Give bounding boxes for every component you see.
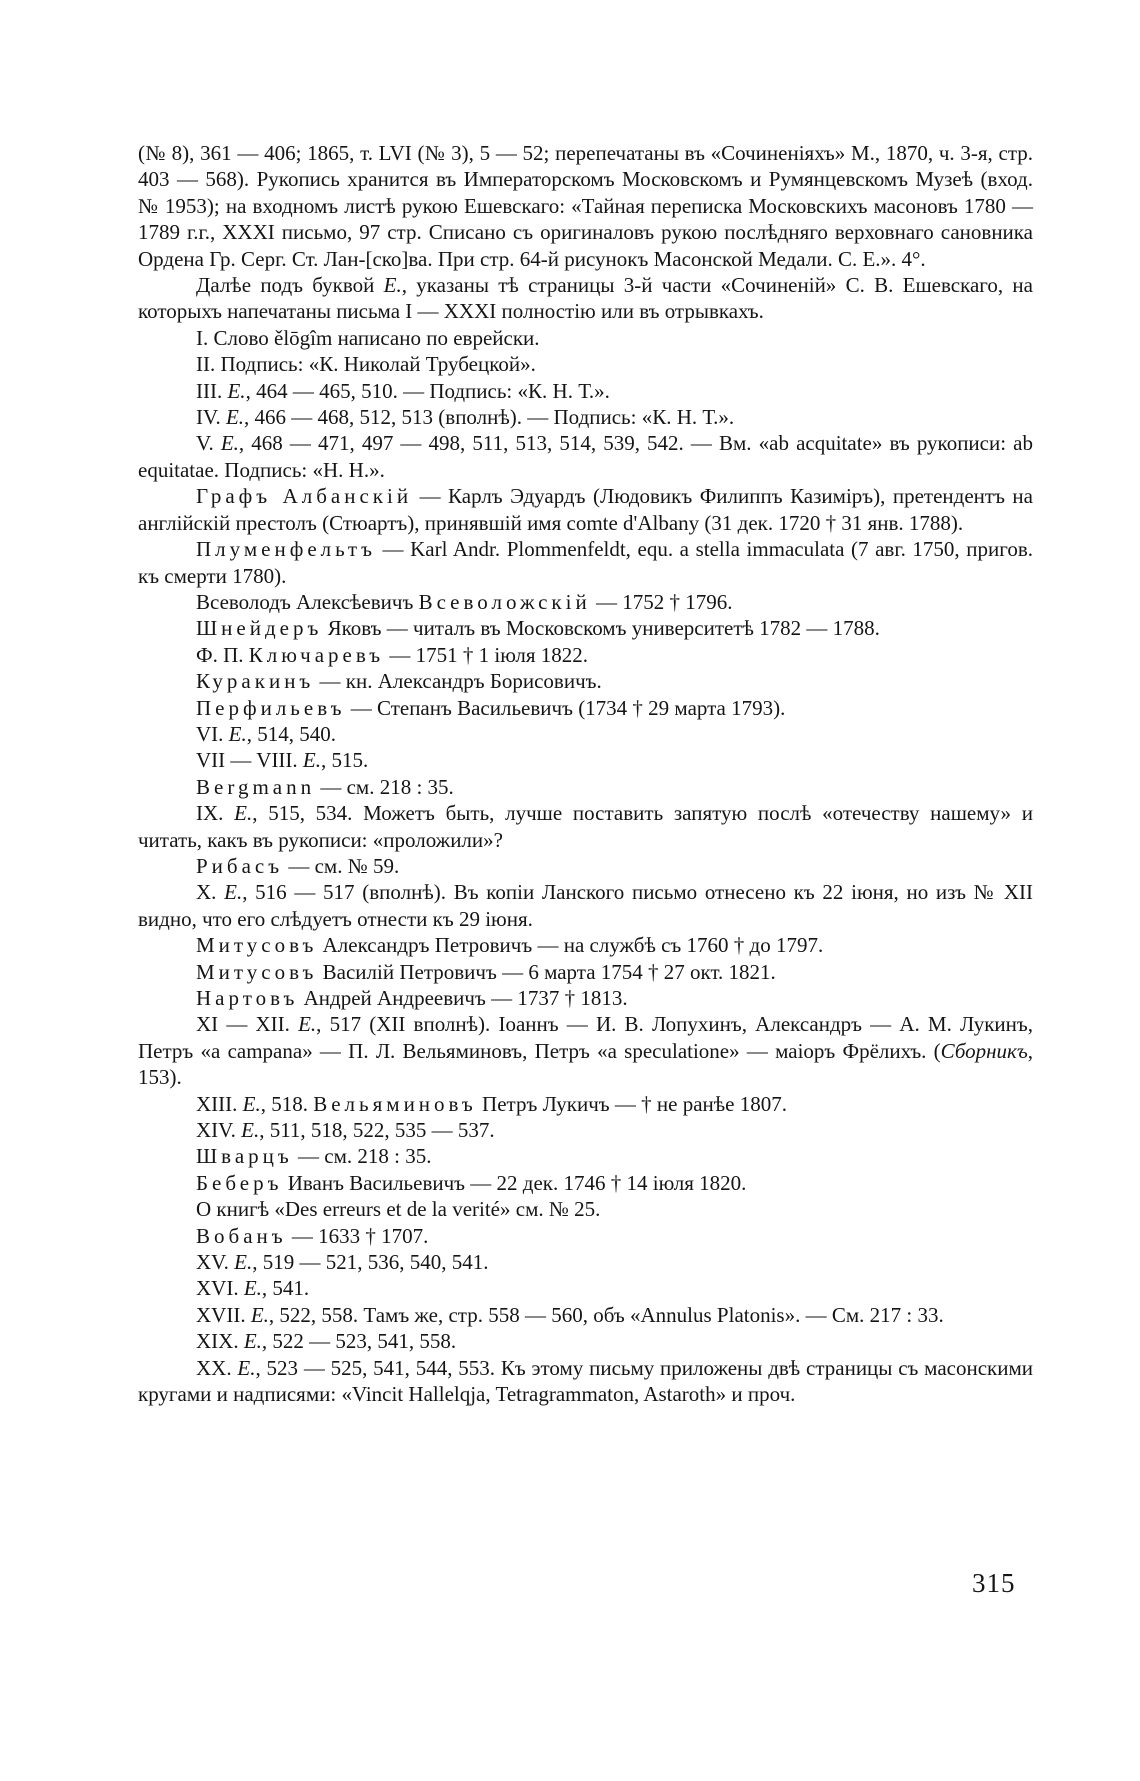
spaced-name: Митусовъ bbox=[196, 933, 318, 958]
paragraph bbox=[138, 1143, 1033, 1169]
text-run: XVI. bbox=[196, 1276, 244, 1301]
text-run: (№ 8), 361 — 406; 1865, т. LVI (№ 3), 5 — 52; перепечатаны въ «Сочиненіяхъ» М., 1870, ч. 3-я, стр. 403 — 568). Рукопись хранится въ Императорскомъ Московскомъ и Румянцевскомъ Музеѣ (вход. № 1953); на входномъ листѣ рукою Ешевскаго: «Тайная переписка Московскихъ масоновъ 1780 — 1789 г.г., XXXI письмо, 97 стр. Списано съ оригиналовъ рукою послѣдняго верховнаго сановника Ордена Гр. Серг. Ст. Лан-[ско]ва. При стр. 64-й рисунокъ Масонской Медали. С. Е.». 4°. bbox=[138, 141, 1033, 271]
paragraph bbox=[138, 800, 1033, 853]
text-run: — см. 218 : 35. bbox=[315, 774, 454, 799]
spaced-name: Нартовъ bbox=[196, 986, 299, 1010]
text-run: Иванъ Васильевичъ — 22 дек. 1746 † 14 іюля 1820. bbox=[282, 1170, 747, 1195]
paragraph bbox=[138, 430, 1033, 483]
spaced-name: Всеволожскій bbox=[418, 589, 591, 614]
spaced-name: Куракинъ bbox=[196, 669, 315, 694]
spaced-name: Шнейдеръ bbox=[196, 616, 323, 641]
text-run: XI — XII. bbox=[196, 1012, 299, 1037]
italic-text: Е. bbox=[234, 1250, 253, 1275]
text-run: , 523 — 525, 541, 544, 553. Къ этому письму приложены двѣ страницы съ масонскими кругами и надписями: «Vincit Hallelqja, Tetragrammaton, Astaroth» и проч. bbox=[138, 1355, 1033, 1407]
spaced-name: Митусовъ bbox=[196, 959, 318, 984]
paragraph bbox=[138, 140, 1033, 272]
text-run: IV. bbox=[196, 405, 226, 430]
italic-text: Е. bbox=[227, 378, 246, 403]
text-run: — см. № 59. bbox=[283, 853, 400, 878]
paragraph bbox=[138, 1223, 1033, 1249]
text-run: — кн. Александръ Борисовичъ. bbox=[314, 669, 602, 694]
page-number: 315 bbox=[972, 1568, 1016, 1598]
spaced-name: Ключаревъ bbox=[248, 642, 385, 667]
text-run: , 522, 558. Тамъ же, стр. 558 — 560, объ «Annulus Platonis». — См. 217 : 33. bbox=[268, 1302, 944, 1327]
text-run: — 1633 † 1707. bbox=[286, 1223, 429, 1248]
spaced-name: Плуменфельтъ bbox=[196, 537, 376, 562]
paragraph bbox=[138, 642, 1033, 668]
paragraph bbox=[138, 1328, 1033, 1354]
spaced-name: Графъ Албанскій bbox=[196, 484, 413, 509]
text-run: XIV. bbox=[196, 1118, 242, 1143]
text-run: , 519 — 521, 536, 540, 541. bbox=[252, 1250, 489, 1275]
text-run: , 517 (XII вполнѣ). Іоаннъ — И. В. Лопухинъ, Александръ — А. М. Лукинъ, Петръ «a campana» — П. Л. Вельяминовъ, Петръ «a speculatione» — маіоръ Фрёлихъ. ( bbox=[138, 1012, 1034, 1063]
text-run: XVII. bbox=[196, 1302, 251, 1327]
paragraph bbox=[138, 1117, 1033, 1143]
paragraph bbox=[138, 536, 1033, 589]
paragraph bbox=[138, 668, 1033, 694]
text-run: IX. bbox=[196, 801, 235, 826]
text-run: , 522 — 523, 541, 558. bbox=[261, 1329, 457, 1354]
text-run: II. Подпись: «К. Николай Трубецкой». bbox=[196, 352, 536, 377]
text-run: X. bbox=[196, 880, 225, 905]
text-run: , 511, 518, 522, 535 — 537. bbox=[259, 1118, 495, 1143]
italic-text: Е. bbox=[298, 1012, 317, 1037]
paragraph bbox=[138, 1011, 1033, 1090]
text-run: , 153). bbox=[138, 1038, 1033, 1090]
text-run: , 514, 540. bbox=[246, 721, 336, 746]
text-run: , 515. bbox=[321, 748, 369, 773]
paragraph bbox=[138, 774, 1033, 800]
italic-text: Е. bbox=[243, 1329, 262, 1354]
text-run: — Karl Andr. Plommenfeldt, equ. a stella immaculata (7 авг. 1750, пригов. къ смерти 1780). bbox=[138, 537, 1033, 588]
spaced-name: Рибасъ bbox=[196, 853, 284, 878]
text-run: , 468 — 471, 497 — 498, 511, 513, 514, 539, 542. — Вм. «ab acquitate» въ рукописи: ab equitatae. Подпись: «Н. Н.». bbox=[138, 431, 1033, 482]
italic-text: Е. bbox=[302, 748, 321, 773]
text-run: I. Слово ělōgîm написано по еврейски. bbox=[196, 325, 540, 350]
text-run: Василій Петровичъ — 6 марта 1754 † 27 окт. 1821. bbox=[317, 959, 776, 984]
italic-text: Е. bbox=[225, 405, 245, 430]
italic-text: Е. bbox=[224, 880, 243, 905]
spaced-name: Беберъ bbox=[196, 1170, 283, 1195]
paragraph bbox=[138, 747, 1033, 773]
text-run: , 515, 534. Можетъ быть, лучше поставить запятую послѣ «отечеству нашему» и читать, какъ въ рукописи: «проложили»? bbox=[138, 801, 1033, 852]
text-run: Далѣе подъ буквой bbox=[196, 273, 384, 298]
italic-text: Е. bbox=[383, 273, 402, 298]
spaced-name: Шварцъ bbox=[196, 1144, 293, 1169]
text-run: , 464 — 465, 510. — Подпись: «К. Н. Т.». bbox=[245, 378, 610, 403]
text-run: VII — VIII. bbox=[196, 748, 303, 773]
text-run: — Степанъ Васильевичъ (1734 † 29 марта 1793). bbox=[345, 695, 786, 720]
paragraph bbox=[138, 589, 1033, 615]
paragraph bbox=[138, 1355, 1033, 1408]
paragraph bbox=[138, 1302, 1033, 1328]
text-run: , 518. bbox=[260, 1091, 314, 1116]
paragraph bbox=[138, 615, 1033, 641]
text-run: III. bbox=[196, 378, 228, 403]
paragraph bbox=[138, 1091, 1033, 1117]
italic-text: Е. bbox=[243, 1276, 262, 1301]
paragraph bbox=[138, 404, 1033, 430]
text-run: XIII. bbox=[196, 1091, 243, 1116]
paragraph bbox=[138, 272, 1033, 325]
paragraph bbox=[138, 378, 1033, 404]
spaced-name: Bergmann bbox=[196, 774, 316, 799]
text-run: Андрей Андреевичъ — 1737 † 1813. bbox=[298, 986, 628, 1010]
paragraph bbox=[138, 985, 1033, 1011]
body-text bbox=[138, 140, 1033, 1408]
italic-text: Е. bbox=[220, 431, 239, 456]
italic-text: Е. bbox=[237, 1355, 256, 1380]
italic-text: Е. bbox=[241, 1118, 260, 1143]
paragraph bbox=[138, 351, 1033, 377]
paragraph bbox=[138, 695, 1033, 721]
italic-text: Е. bbox=[228, 721, 247, 746]
paragraph bbox=[138, 1275, 1033, 1301]
text-run: , 516 — 517 (вполнѣ). Въ копіи Ланского письмо отнесено къ 22 іюня, но изъ № XII видно, что его слѣдуетъ отнести къ 29 іюня. bbox=[138, 880, 1033, 931]
italic-text: Сборникъ bbox=[940, 1038, 1028, 1063]
paragraph bbox=[138, 879, 1033, 932]
spaced-name: Вобанъ bbox=[196, 1223, 287, 1248]
spaced-name: Вельяминовъ bbox=[313, 1091, 477, 1116]
paragraph bbox=[138, 932, 1033, 958]
text-run: — 1752 † 1796. bbox=[590, 589, 733, 614]
paragraph bbox=[138, 853, 1033, 879]
paragraph bbox=[138, 1196, 1033, 1222]
paragraph bbox=[138, 959, 1033, 985]
text-run: — см. 218 : 35. bbox=[292, 1144, 432, 1169]
text-run: XV. bbox=[196, 1250, 235, 1275]
text-run: , 466 — 468, 512, 513 (вполнѣ). — Подпись: «К. Н. Т.». bbox=[244, 405, 735, 430]
italic-text: Е. bbox=[250, 1302, 269, 1327]
text-run: XIX. bbox=[196, 1329, 244, 1354]
spaced-name: Перфильевъ bbox=[196, 695, 346, 720]
italic-text: Е. bbox=[234, 801, 253, 826]
text-run: XX. bbox=[196, 1355, 238, 1380]
paragraph bbox=[138, 1170, 1033, 1196]
paragraph bbox=[138, 325, 1033, 351]
text-run: V. bbox=[196, 431, 221, 456]
paragraph bbox=[138, 721, 1033, 747]
text-run: Петръ Лукичъ — † не ранѣе 1807. bbox=[476, 1091, 787, 1116]
text-run: , указаны тѣ страницы 3-й части «Сочиненій» С. В. Ешевскаго, на которыхъ напечатаны письма I — XXXI полностію или въ отрывкахъ. bbox=[138, 273, 1033, 324]
text-run: Ф. П. bbox=[196, 642, 249, 667]
text-run: , 541. bbox=[261, 1276, 310, 1301]
text-run: — Карлъ Эдуардъ (Людовикъ Филиппъ Казиміръ), претендентъ на англійскій престолъ (Стюартъ), принявшій имя comte d'Albany (31 дек. 1720 † 31 янв. 1788). bbox=[138, 484, 1033, 535]
text-run: Всеволодъ Алексѣевичъ bbox=[196, 589, 419, 614]
text-run: Яковъ — читалъ въ Московскомъ университетѣ 1782 — 1788. bbox=[322, 616, 880, 641]
text-run: О книгѣ «Des erreurs et de la verité» см. № 25. bbox=[196, 1197, 601, 1222]
paragraph bbox=[138, 483, 1033, 536]
text-run: — 1751 † 1 іюля 1822. bbox=[384, 642, 588, 667]
paragraph bbox=[138, 1249, 1033, 1275]
italic-text: Е. bbox=[242, 1091, 261, 1116]
text-run: VI. bbox=[196, 721, 229, 746]
text-run: Александръ Петровичъ — на службѣ съ 1760 † до 1797. bbox=[317, 933, 824, 958]
